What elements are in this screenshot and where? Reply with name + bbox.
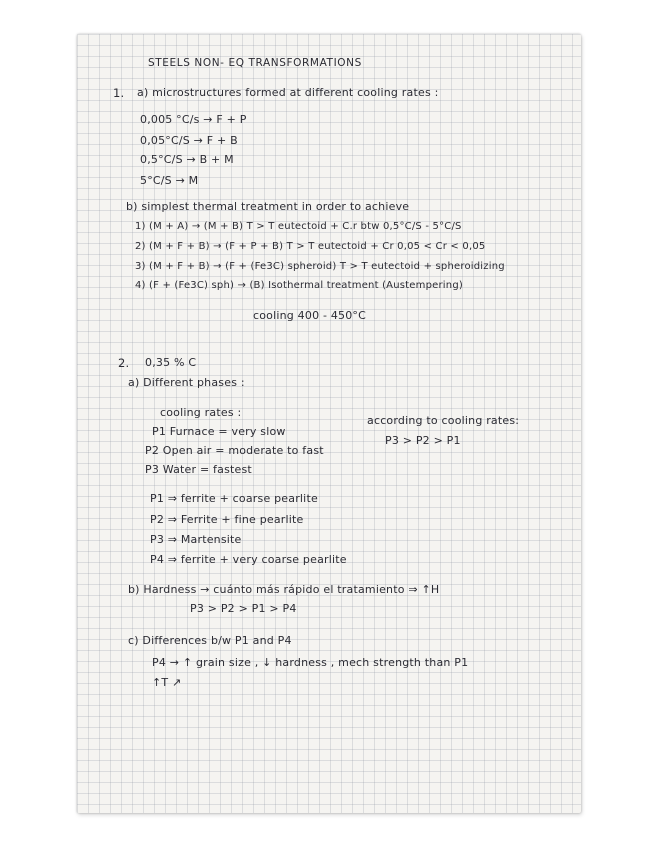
treatment-line-2: 2) (M + F + B) → (F + P + B) T > T eutectoid + Cr 0,05 < Cr < 0,05 <box>135 241 486 252</box>
treatment-line-1: 1) (M + A) → (M + B) T > T eutectoid + C.r btw 0,5°C/S - 5°C/S <box>135 221 462 232</box>
temperature-note: ↑T ↗ <box>152 676 182 689</box>
rate-line-2: 0,05°C/S → F + B <box>140 134 238 147</box>
question-2b: b) Hardness → cuánto más rápido el tratamiento ⇒ ↑H <box>128 583 440 596</box>
rate-line-1: 0,005 °C/s → F + P <box>140 113 247 126</box>
phase-line-4: P4 ⇒ ferrite + very coarse pearlite <box>150 553 347 566</box>
cooling-item-3: P3 Water = fastest <box>145 463 252 476</box>
rate-line-3: 0,5°C/S → B + M <box>140 153 234 166</box>
question-1a: a) microstructures formed at different cooling rates : <box>137 86 439 99</box>
hardness-order: P3 > P2 > P1 > P4 <box>190 602 297 615</box>
cooling-order: P3 > P2 > P1 <box>385 434 461 447</box>
according-note: according to cooling rates: <box>367 414 520 427</box>
cooling-rates-title: cooling rates : <box>160 406 242 419</box>
cooling-item-2: P2 Open air = moderate to fast <box>145 444 324 457</box>
cooling-item-1: P1 Furnace = very slow <box>152 425 286 438</box>
question-1-number: 1. <box>113 86 125 100</box>
carbon-content: 0,35 % C <box>145 356 197 369</box>
treatment-line-3: 3) (M + F + B) → (F + (Fe3C) spheroid) T > T eutectoid + spheroidizing <box>135 261 505 272</box>
page-title: STEELS NON- EQ TRANSFORMATIONS <box>148 57 362 69</box>
question-2a: a) Different phases : <box>128 376 245 389</box>
phase-line-3: P3 ⇒ Martensite <box>150 533 242 546</box>
question-1b: b) simplest thermal treatment in order to achieve <box>126 200 410 213</box>
phase-line-2: P2 ⇒ Ferrite + fine pearlite <box>150 513 304 526</box>
rate-line-4: 5°C/S → M <box>140 174 199 187</box>
cooling-range: cooling 400 - 450°C <box>253 309 367 322</box>
differences-line: P4 → ↑ grain size , ↓ hardness , mech strength than P1 <box>152 656 469 669</box>
question-2c: c) Differences b/w P1 and P4 <box>128 634 292 647</box>
phase-line-1: P1 ⇒ ferrite + coarse pearlite <box>150 492 318 505</box>
question-2-number: 2. <box>118 356 130 370</box>
treatment-line-4: 4) (F + (Fe3C) sph) → (B) Isothermal treatment (Austempering) <box>135 280 463 291</box>
